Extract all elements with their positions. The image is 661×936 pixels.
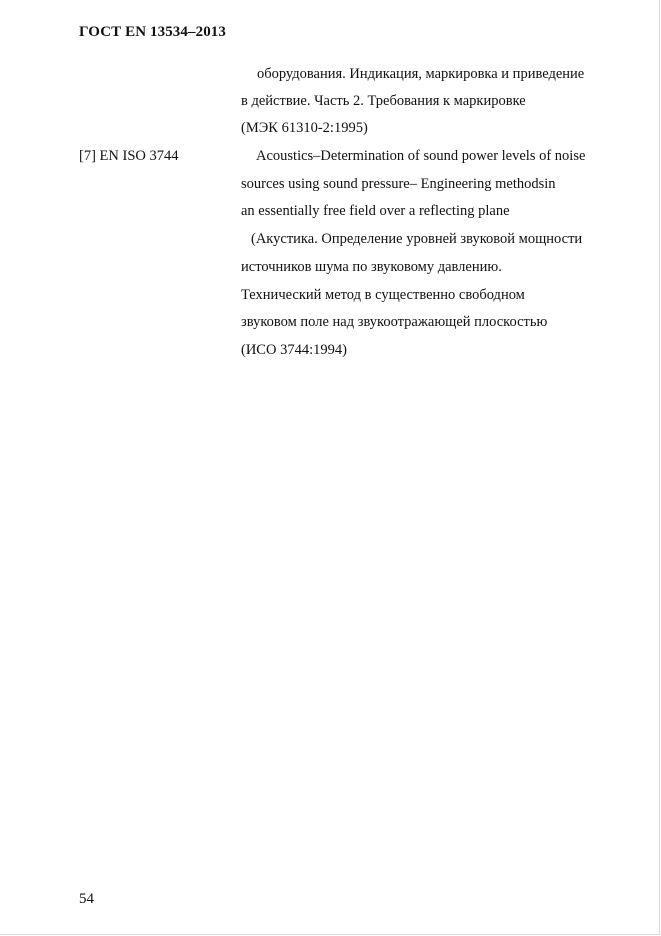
- reference-label: [7] EN ISO 3744: [79, 148, 179, 164]
- continued-entry-line: (МЭК 61310-2:1995): [241, 120, 368, 136]
- continued-entry-line: в действие. Часть 2. Требования к маркировке: [241, 93, 526, 109]
- reference-line: Технический метод в существенно свободном: [241, 287, 525, 303]
- reference-line: источников шума по звуковому давлению.: [241, 259, 502, 275]
- reference-line: Acoustics–Determination of sound power levels of noise: [256, 148, 586, 164]
- document-header: ГОСТ EN 13534–2013: [79, 24, 226, 40]
- page-number: 54: [79, 891, 94, 907]
- reference-line: (Акустика. Определение уровней звуковой мощности: [251, 231, 583, 247]
- reference-line: (ИСО 3744:1994): [241, 342, 347, 358]
- reference-line: an essentially free field over a reflecting plane: [241, 203, 510, 219]
- reference-line: звуковом поле над звукоотражающей плоскостью: [241, 314, 548, 330]
- reference-line: sources using sound pressure– Engineering methodsin: [241, 176, 556, 192]
- continued-entry-line: оборудования. Индикация, маркировка и приведение: [257, 66, 585, 82]
